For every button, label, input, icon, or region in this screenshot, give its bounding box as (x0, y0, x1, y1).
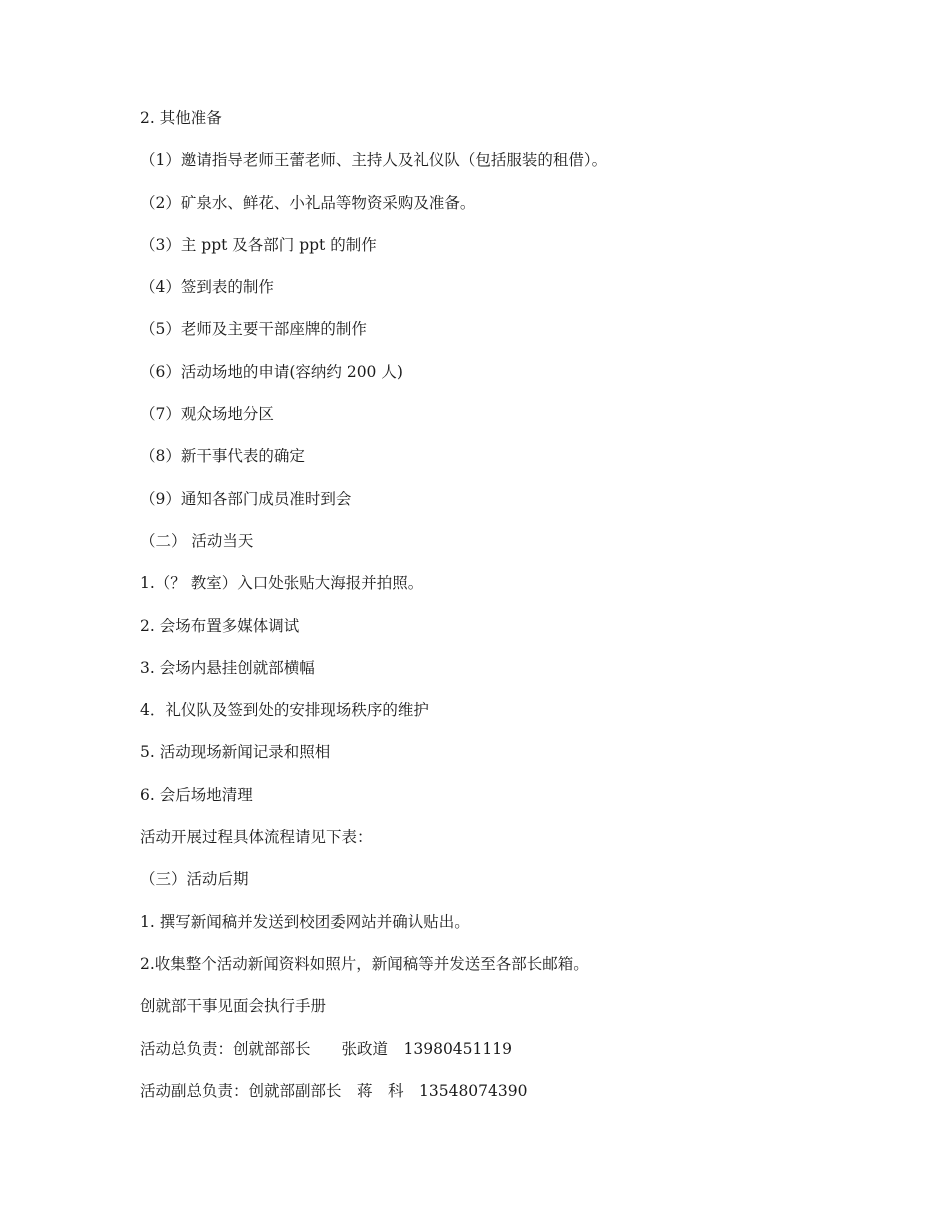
contact-deputy: 活动副总负责：创就部副部长 蒋 科 13548074390 (140, 1081, 528, 1100)
list-item: （8）新干事代表的确定 (140, 447, 305, 466)
section-heading-post-event: （三）活动后期 (140, 870, 249, 889)
list-item: （1）邀请指导老师王蕾老师、主持人及礼仪队（包括服装的租借）。 (140, 151, 608, 170)
list-item: 1.（？ 教室）入口处张贴大海报并拍照。 (140, 574, 424, 593)
list-item: （5）老师及主要干部座牌的制作 (140, 320, 367, 339)
list-item: 1. 撰写新闻稿并发送到校团委网站并确认贴出。 (140, 912, 470, 931)
list-item: 6. 会后场地清理 (140, 785, 253, 804)
list-item: （3）主 ppt 及各部门 ppt 的制作 (140, 235, 377, 254)
section-heading-event-day: （二） 活动当天 (140, 531, 254, 550)
list-item: （4）签到表的制作 (140, 278, 274, 297)
list-item: 4．礼仪队及签到处的安排现场秩序的维护 (140, 701, 429, 720)
list-item: （2）矿泉水、鲜花、小礼品等物资采购及准备。 (140, 193, 476, 212)
list-item: （6）活动场地的申请(容纳约 200 人) (140, 362, 403, 381)
list-item: （7）观众场地分区 (140, 405, 274, 424)
section-heading-other-prep: 2. 其他准备 (140, 109, 222, 127)
list-item: 3. 会场内悬挂创就部横幅 (140, 658, 315, 677)
list-item: 5. 活动现场新闻记录和照相 (140, 743, 331, 762)
contact-lead: 活动总负责：创就部部长 张政道 13980451119 (140, 1039, 512, 1058)
document-page (140, 108, 840, 1123)
list-item: （9）通知各部门成员准时到会 (140, 489, 352, 508)
list-item: 2. 会场布置多媒体调试 (140, 616, 300, 635)
paragraph-flow-note: 活动开展过程具体流程请见下表： (140, 828, 373, 847)
list-item: 2.收集整个活动新闻资料如照片，新闻稿等并发送至各部长邮箱。 (140, 954, 589, 973)
manual-title: 创就部干事见面会执行手册 (140, 997, 327, 1016)
